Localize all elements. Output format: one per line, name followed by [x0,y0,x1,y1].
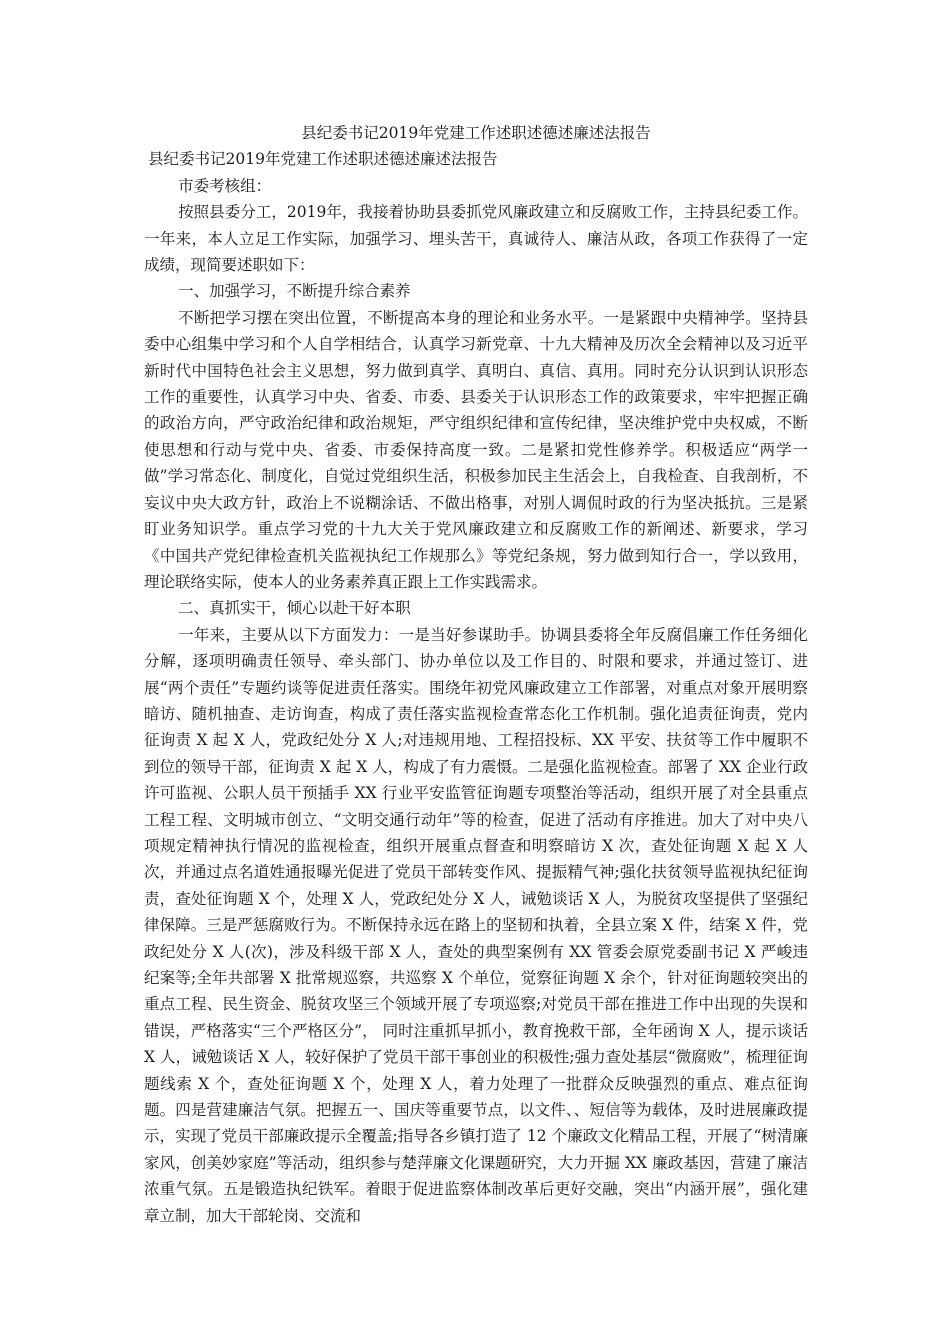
section-heading-2: 二、真抓实干，倾心以赴干好本职 [178,599,411,618]
document-title: 县纪委书记2019年党建工作述职述德述廉述法报告 [301,124,651,142]
paragraph-intro: 按照县委分工，2019年，我接着协助县委抓党风廉政建立和反腐败工作，主持县纪委工作。一年来，本人立足工作实际，加强学习、埋头苦干，真诚待人、廉洁从政，各项工作获得了一定成绩，现简要述职如下： [144,203,808,275]
section-heading-1: 一、加强学习，不断提升综合素养 [178,282,411,301]
salutation: 市委考核组： [178,176,272,195]
document-page [144,120,808,1229]
paragraph-work: 一年来，主要从以下方面发力：一是当好参谋助手。协调县委将全年反腐倡廉工作任务细化分解，逐项明确责任领导、牵头部门、协办单位以及工作目的、时限和要求，并通过签订、进展“两个责任”专题约谈等促进责任落实。围绕年初党风廉政建立工作部署，对重点对象开展明察暗访、随机抽查、走访询查，构成了责任落实监视检查常态化工作机制。强化追责征询责，党内征询责 X 起 X 人，党政纪处分 X 人;对违规用地、工程招投标、XX 平安、扶贫等工作中履职不到位的领导干部，征询责 X 起 X 人，构成了有力震慑。二是强化监视检查。部署了 XX 企业行政许可监视、公职人员干预插手 XX 行业平安监管征询题专项整治等活动，组织开展了对全县重点工程工程、文明城市创立、“文明交通行动年”等的检查，促进了活动有序推进。加大了对中央八项规定精神执行情况的监视检查，组织开展重点督查和明察暗访 X 次，查处征询题 X 起 X 人次，并通过点名道姓通报曝光促进了党员干部转变作风、提振精气神;强化扶贫领导监视执纪征询责，查处征询题 X 个，处理 X 人，党政纪处分 X 人，诫勉谈话 X 人，为脱贫攻坚提供了坚强纪律保障。三是严惩腐败行为。不断保持永远在路上的坚韧和执着，全县立案 X 件，结案 X 件，党政纪处分 X 人(次)，涉及科级干部 X 人，查处的典型案例有 XX 管委会原党委副书记 X 严峻违纪案等;全年共部署 X 批常规巡察，共巡察 X 个单位，觉察征询题 X 余个，针对征询题较突出的重点工程、民生资金、脱贫攻坚三个领域开展了专项巡察;对党员干部在推进工作中出现的失误和错误，严格落实“三个严格区分”， 同时注重抓早抓小，教育挽救干部，全年函询 X 人，提示谈话 X 人，诫勉谈话 X 人，较好保护了党员干部干事创业的积极性;强力查处基层“微腐败”，梳理征询题线索 X 个，查处征询题 X 个，处理 X 人，着力处理了一批群众反映强烈的重点、难点征询题。四是营建廉洁气氛。把握五一、国庆等重要节点，以文件、、短信等为载体，及时进展廉政提示，实现了党员干部廉政提示全覆盖;指导各乡镇打造了 12 个廉政文化精品工程，开展了“树清廉家风，创美妙家庭”等活动，组织参与楚萍廉文化课题研究，大力开掘 XX 廉政基因，营建了廉洁浓重气氛。五是锻造执纪铁军。着眼于促进监察体制改革后更好交融，突出“内涵开展”，强化建章立制，加大干部轮岗、交流和 [144,625,808,1225]
document-subtitle: 县纪委书记2019年党建工作述职述德述廉述法报告 [148,150,498,169]
paragraph-study: 不断把学习摆在突出位置，不断提高本身的理论和业务水平。一是紧跟中央精神学。坚持县委中心组集中学习和个人自学相结合，认真学习新党章、十九大精神及历次全会精神以及习近平新时代中国特色社会主义思想，努力做到真学、真明白、真信、真用。同时充分认识到认识形态工作的重要性，认真学习中央、省委、市委、县委关于认识形态工作的政策要求，牢牢把握正确的政治方向，严守政治纪律和政治规矩，严守组织纪律和宣传纪律，坚决维护党中央权威，不断使思想和行动与党中央、省委、市委保持高度一致。二是紧扣党性修养学。积极适应“两学一做”学习常态化、制度化，自觉过党组织生活，积极参加民主生活会上，自我检查、自我剖析，不妄议中央大政方针，政治上不说糊涂话、不做出格事，对别人调侃时政的行为坚决抵抗。三是紧盯业务知识学。重点学习党的十九大关于党风廉政建立和反腐败工作的新阐述、新要求，学习《中国共产党纪律检查机关监视执纪工作规那么》等党纪条规，努力做到知行合一，学以致用，理论联络实际，使本人的业务素养真正跟上工作实践需求。 [144,308,808,591]
